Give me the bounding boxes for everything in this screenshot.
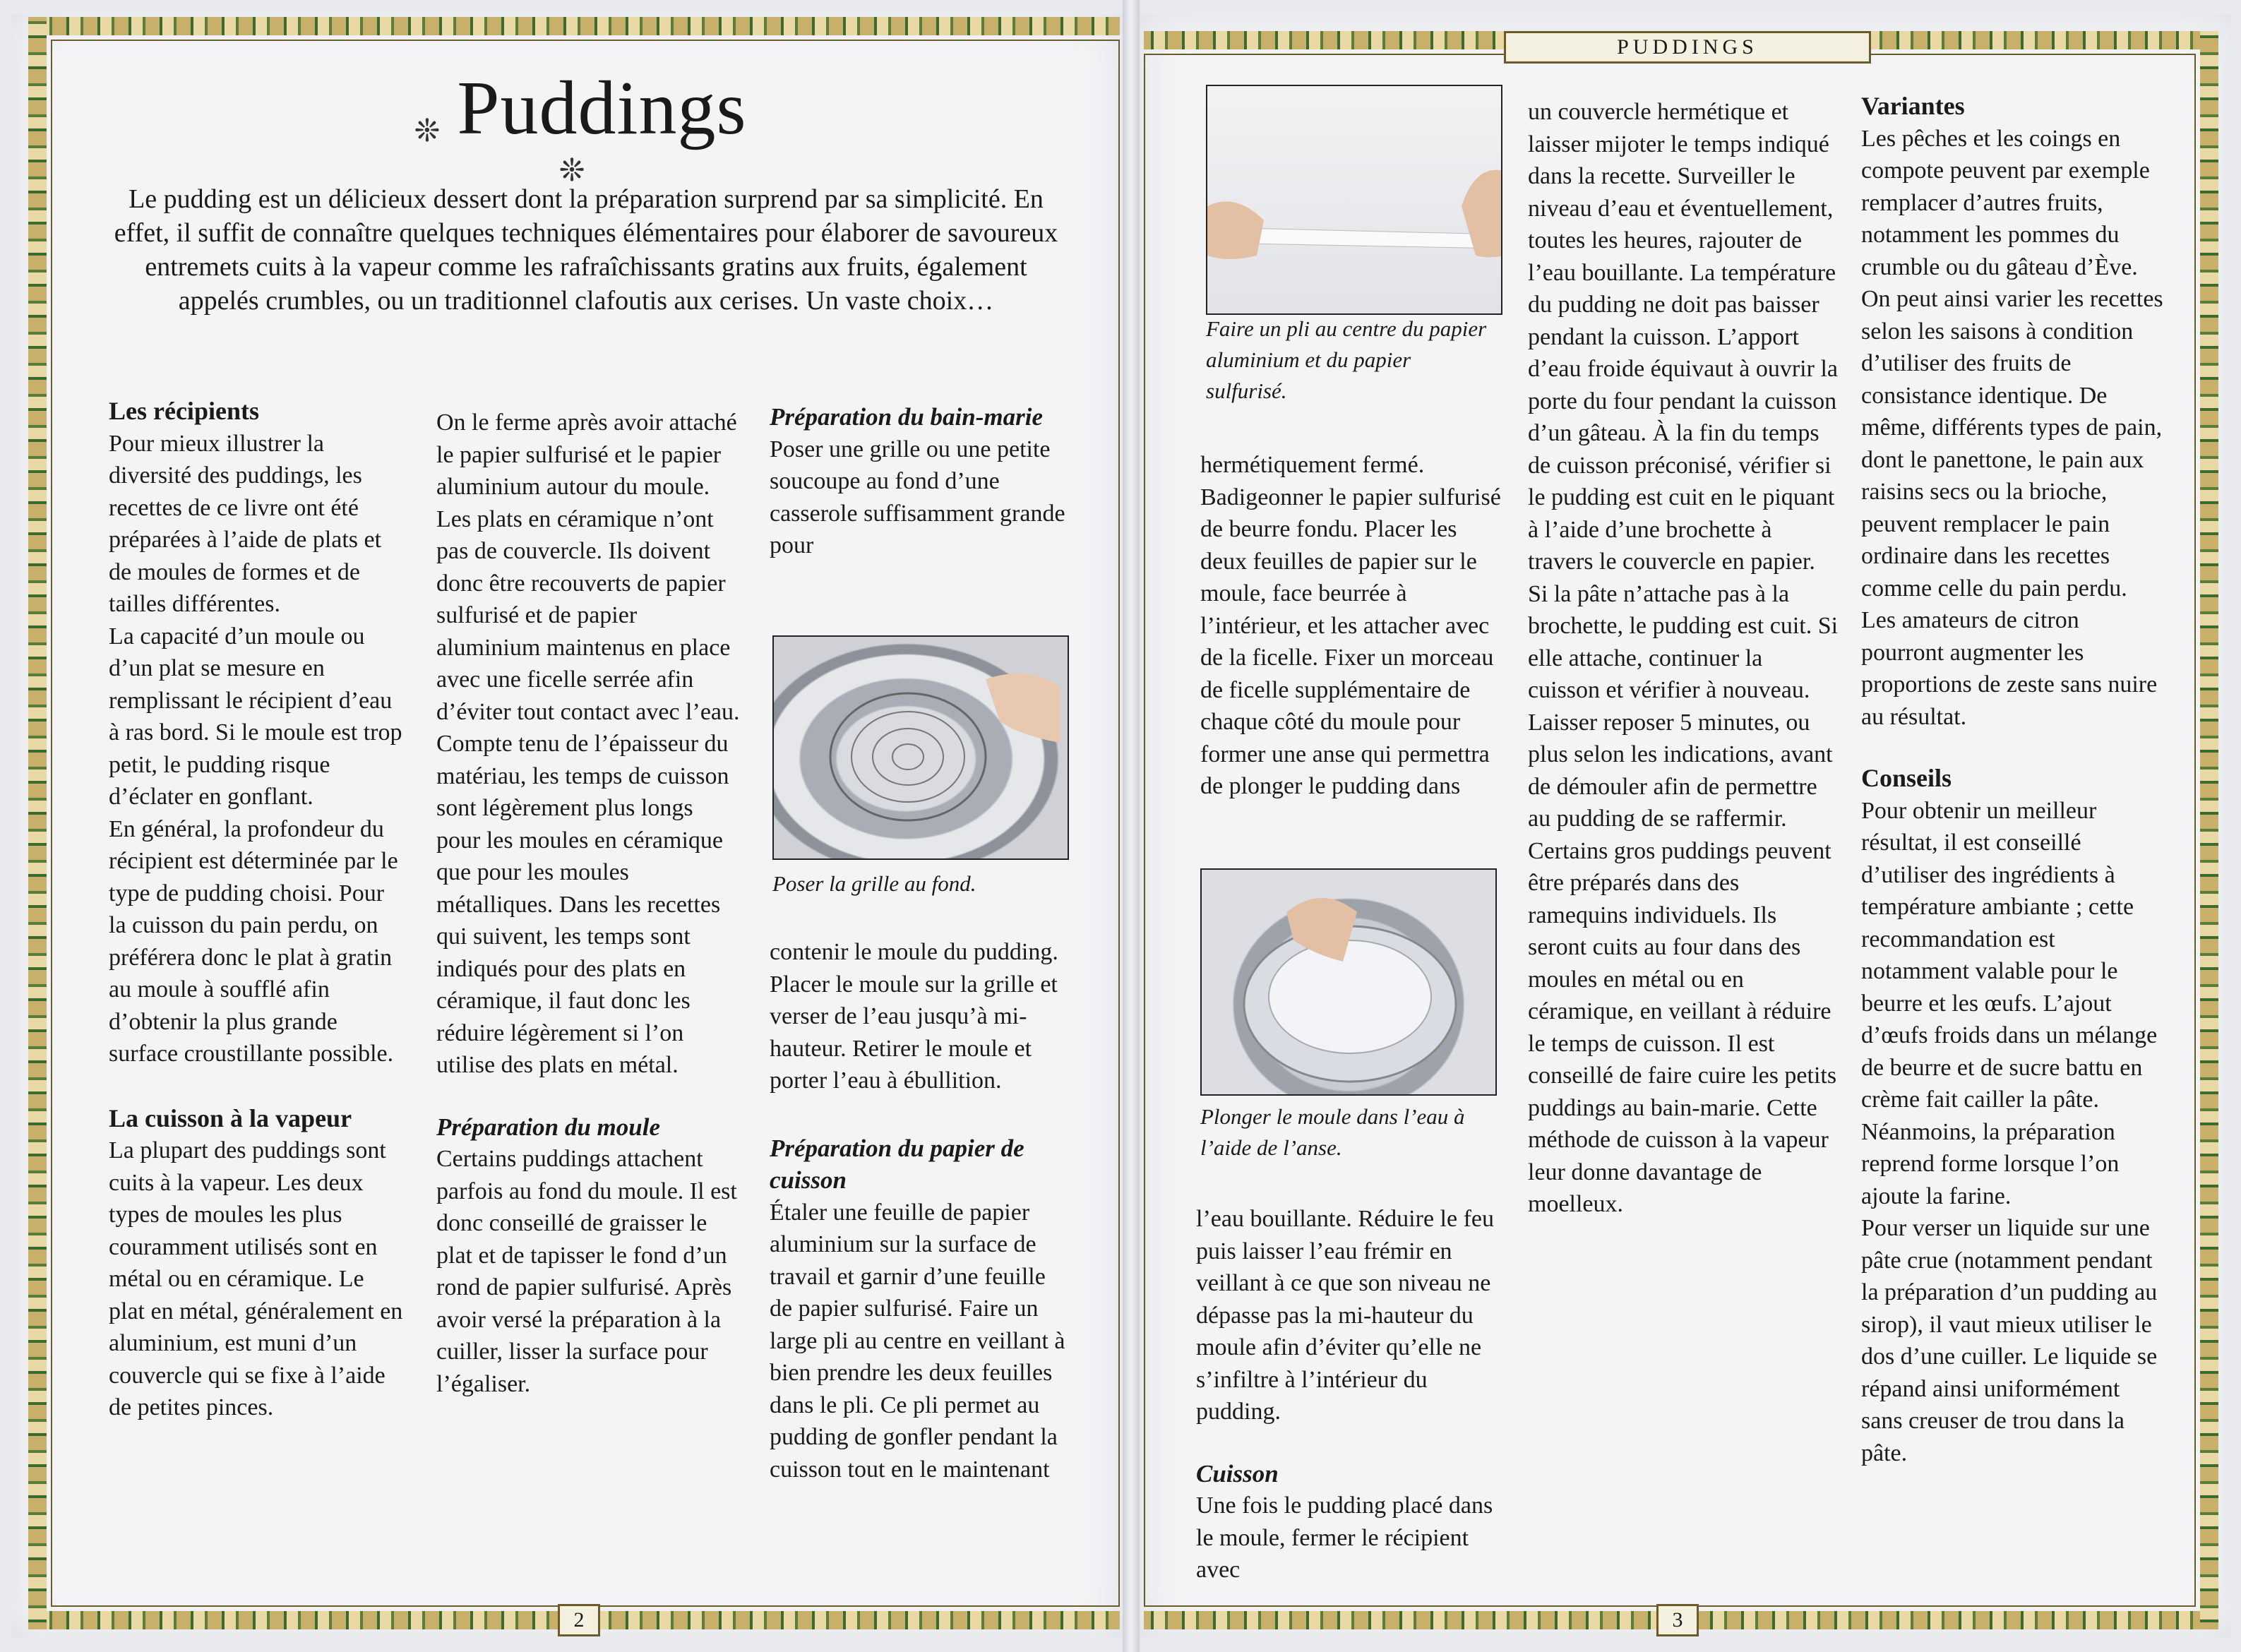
right-column-1-continued [1196, 1203, 1500, 1586]
paragraph: Pour verser un liquide sur une pâte crue (notamment pendant la préparation d’un pudding au sirop), il vaut mieux utiliser le dos d’une cuiller. Le liquide se répand ainsi uniformément sans creuser de trou dans la pâte. [1861, 1215, 2158, 1466]
intro-paragraph: Le pudding est un délicieux dessert dont la préparation surprend par sa simplicité. En effet, il suffit de connaître quelques techniques élémentaires pour élaborer de savoureux entremets cuits à la vapeur comme les rafraîchissants gratins aux fruits, également appelés crumbles, ou un traditionnel clafoutis aux cerises. Un vaste choix… [114, 184, 1058, 316]
running-header-text: PUDDINGS [1617, 35, 1758, 59]
paragraph: Une fois le pudding placé dans le moule, fermer le récipient avec [1196, 1492, 1493, 1583]
paragraph: Certains puddings attachent parfois au fond du moule. Il est donc conseillé de graisser le plat et de tapisser le fond d’un rond de papier sulfurisé. Après avoir versé la préparation à la cuiller, lisser la surface pour l’égaliser. [436, 1146, 737, 1397]
paragraph: En général, la profondeur du récipient est déterminée par le type de pudding choisi. Pour la cuisson du pain perdu, on préférera donc le plat à gratin au moule à soufflé afin d’obtenir la plus grande surface croustillante possible. [109, 815, 398, 1067]
chapter-title-block [395, 65, 748, 188]
paragraph: Les pêches et les coings en compote peuvent par exemple remplacer d’autres fruits, notamment les pommes du crumble ou du gâteau d’Ève. On peut ainsi varier les recettes selon les saisons à condition d’utiliser des fruits de consistance identique. De même, différents types de pain, dont le panettone, le pain aux raisins secs ou la brioche, peuvent remplacer le pain ordinaire dans les recettes comme celle du pain perdu. Les amateurs de citron pourront augmenter les proportions de zeste sans nuire au résultat. [1861, 125, 2163, 730]
book-gutter [1123, 0, 1140, 1652]
paragraph: Certains gros puddings peuvent être préparés dans des ramequins individuels. Ils seront cuits au four dans des moules en métal ou en céramique, en veillant à réduire le temps de cuisson. Il est conseillé de faire cuire les petits puddings au bain-marie. Cette méthode de cuisson à la vapeur leur donne davantage de moelleux. [1528, 837, 1837, 1217]
ornamental-border-side-right [2200, 31, 2218, 1629]
paragraph: hermétiquement fermé. Badigeonner le papier sulfurisé de beurre fondu. Placer les deux feuilles de papier sur le moule, face beurrée à l’intérieur, et les attacher avec de la ficelle. Fixer un morceau de ficelle supplémentaire de chaque côté du moule pour former une anse qui permettra de plonger le pudding dans [1200, 452, 1501, 799]
ornamental-border-side-left [28, 17, 47, 1629]
heading-tips: Conseils [1861, 764, 1952, 792]
caption-rack: Poser la grille au fond. [772, 871, 976, 896]
page-number-text: 2 [573, 1608, 585, 1632]
paragraph: Laisser reposer 5 minutes, ou plus selon les indications, avant de démouler afin de permettre au pudding de se raffermir. [1528, 709, 1833, 832]
page-number-left [558, 1604, 600, 1636]
paragraph: Pour obtenir un meilleur résultat, il est conseillé d’utiliser des ingrédients à température ambiante ; cette recommandation est notamment valable pour le beurre et les œufs. L’ajout d’œufs froids dans un mélange de beurre et de sucre battu en crème fait cailler la pâte. Néanmoins, la préparation reprend forme lorsque l’on ajoute la farine. [1861, 797, 2158, 1209]
paragraph: On le ferme après avoir attaché le papier sulfurisé et le papier aluminium autour du moule. Les plats en céramique n’ont pas de couvercle. Ils doivent donc être recouverts de papier sulfurisé et de papier aluminium maintenus en place avec une ficelle serrée afin d’éviter tout contact avec l’eau. [436, 409, 740, 725]
heading-paper-preparation: Préparation du papier de cuisson [770, 1134, 1024, 1194]
cooling-rack-icon [774, 637, 1069, 860]
paragraph: La capacité d’un moule ou d’un plat se mesure en remplissant le récipient d’eau à ras bord. Si le moule est trop petit, le pudding risque d’éclater en gonflant. [109, 623, 402, 810]
title-ornament-left: ❊ [414, 113, 441, 148]
page-number-text: 3 [1672, 1608, 1683, 1632]
paragraph: Pour mieux illustrer la diversité des puddings, les recettes de ce livre ont été préparées à l’aide de plats et de moules de formes et de tailles différentes. [109, 430, 382, 617]
paragraph: Étaler une feuille de papier aluminium sur la surface de travail et garnir d’une feuille de papier sulfurisé. Faire un large pli au centre en veillant à bien prendre les deux feuilles dans le pli. Ce pli permet au pudding de gonfler pendant la cuisson tout en le maintenant [770, 1199, 1065, 1483]
running-header [1504, 31, 1871, 64]
left-column-3 [770, 401, 1073, 562]
ornamental-border-top-left [28, 17, 1120, 35]
photo-rack-in-pan [772, 635, 1069, 860]
pudding-basin-icon [1202, 870, 1497, 1096]
caption-lower: Plonger le moule dans l’eau à l’aide de l’anse. [1200, 1104, 1465, 1160]
title-ornament-right: ❊ [558, 153, 585, 188]
heading-cooking: Cuisson [1196, 1459, 1279, 1488]
photo-folding-paper [1206, 85, 1502, 315]
heading-bain-marie: Préparation du bain-marie [770, 403, 1043, 431]
right-column-1 [1200, 449, 1504, 803]
hands-folding-paper-icon [1207, 86, 1502, 315]
left-column-3-continued [770, 936, 1073, 1485]
heading-variants: Variantes [1861, 92, 1965, 120]
chapter-title: Puddings [457, 66, 747, 150]
page-number-right [1656, 1604, 1699, 1636]
paragraph: un couvercle hermétique et laisser mijoter le temps indiqué dans la recette. Surveiller le niveau d’eau et éventuellement, toutes les heures, rajouter de l’eau bouillante. La température du pudding ne doit pas baisser pendant la cuisson. L’apport d’eau froide équivaut à ouvrir la porte du four pendant la cuisson d’un gâteau. À la fin du temps de cuisson préconisé, vérifier si le pudding est cuit en le piquant à l’aide d’une brochette à travers le couvercle en papier. Si la pâte n’attache pas à la brochette, le pudding est cuit. Si elle attache, continuer la cuisson et vérifier à nouveau. [1528, 99, 1839, 703]
heading-mould-preparation: Préparation du moule [436, 1113, 660, 1141]
right-column-3 [1861, 90, 2163, 1469]
photo-lowering-pudding [1200, 868, 1497, 1096]
left-column-2 [436, 407, 741, 1400]
right-column-2 [1528, 96, 1839, 1221]
caption-fold: Faire un pli au centre du papier aluminium et du papier sulfurisé. [1206, 316, 1487, 403]
heading-recipients: Les récipients [109, 397, 259, 425]
paragraph: contenir le moule du pudding. Placer le moule sur la grille et verser de l’eau jusqu’à mi-hauteur. Retirer le moule et porter l’eau à ébullition. [770, 939, 1058, 1094]
paragraph: Poser une grille ou une petite soucoupe au fond d’une casserole suffisamment grande pour [770, 436, 1065, 558]
paragraph: La plupart des puddings sont cuits à la vapeur. Les deux types de moules les plus couramment utilisés sont en métal ou en céramique. Le plat en métal, généralement en aluminium, est muni d’un couvercle qui se fixe à l’aide de petites pinces. [109, 1137, 403, 1420]
left-column-1 [109, 395, 405, 1424]
heading-steam-cooking: La cuisson à la vapeur [109, 1103, 352, 1132]
paragraph: l’eau bouillante. Réduire le feu puis laisser l’eau frémir en veillant à ce que son niveau ne dépasse pas la mi-hauteur du moule afin d’éviter qu’elle ne s’infiltre à l’intérieur du pudding. [1196, 1206, 1494, 1425]
paragraph: Compte tenu de l’épaisseur du matériau, les temps de cuisson sont légèrement plus longs pour les moules en céramique que pour les moules métalliques. Dans les recettes qui suivent, les temps sont indiqués pour des plats en céramique, il faut donc les réduire légèrement si l’on utilise des plats en métal. [436, 731, 729, 1078]
